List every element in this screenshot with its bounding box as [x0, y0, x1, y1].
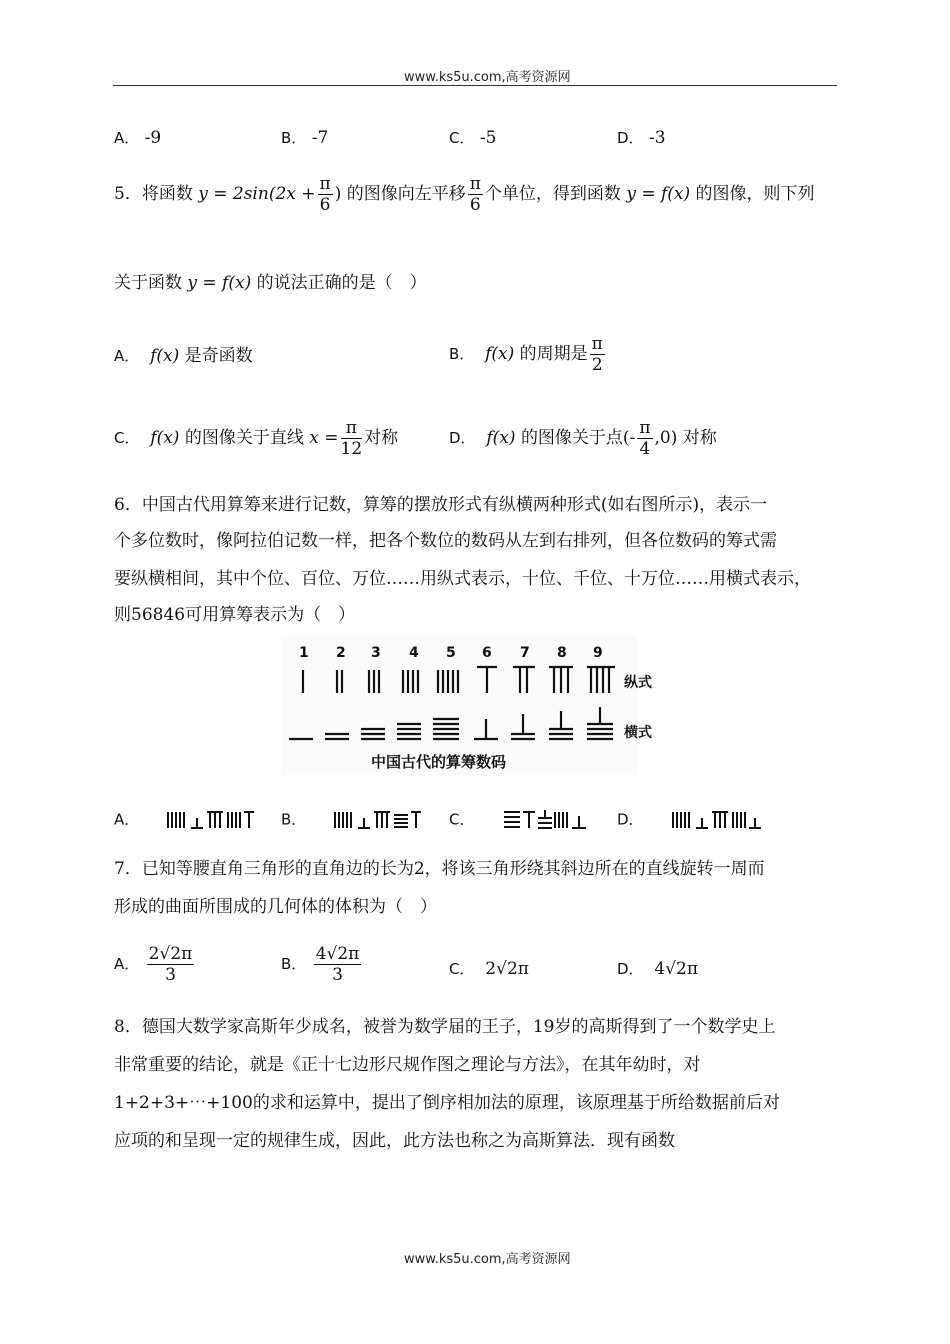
rod-digit-8: 8 — [557, 645, 567, 661]
rod-digit-6: 6 — [482, 645, 492, 661]
q6-option-d[interactable]: D． — [617, 808, 759, 832]
header-site: www.ks5u.com,高考资源网 — [404, 70, 571, 85]
q6-option-a-rods — [144, 808, 254, 832]
q8-line-3: 1+2+3+⋯+100的求和运算中，提出了倒序相加法的原理，该原理基于所给数据前后对 — [114, 1093, 780, 1113]
q7-line-2: 形成的曲面所围成的几何体的体积为（ ） — [114, 897, 437, 917]
q7-option-a[interactable]: A． $\frac{2√2\pi}{3}$ — [114, 944, 193, 985]
q6-option-b[interactable]: B． — [281, 808, 421, 832]
horizontal-form-label: 横式 — [624, 725, 652, 741]
q6-option-c[interactable]: C． — [449, 808, 590, 832]
q6-option-b-rods — [311, 808, 421, 832]
q5-option-d[interactable]: D． f(x) 的图像关于点(- $\frac{\pi}{4}$ ,0) 对称 — [449, 418, 717, 459]
vertical-rods — [303, 667, 615, 693]
q5-stem-line2: 关于函数 y = f(x) 的说法正确的是（ ） — [114, 273, 427, 293]
q5-stem-line1: 5．将函数 y = 2sin(2x + $\frac{\pi}{6}$ ) 的图像向左平移 $\frac{\pi}{6}$ 个单位，得到函数 y = f(x) 的图像，则下列 — [114, 174, 815, 215]
figure-caption: 中国古代的算筹数码 — [371, 753, 507, 771]
vertical-form-label: 纵式 — [624, 675, 652, 691]
q4-option-c[interactable]: C． -5 — [449, 128, 497, 148]
horizontal-rods — [289, 707, 613, 739]
q7-option-c[interactable]: C． 2√2π — [449, 959, 529, 979]
q8-line-4: 应项的和呈现一定的规律生成，因此，此方法也称之为高斯算法．现有函数 — [114, 1131, 675, 1151]
q4-option-d[interactable]: D． -3 — [617, 128, 666, 148]
q5-option-b[interactable]: B． f(x) 的周期是 $\frac{\pi}{2}$ — [449, 334, 603, 375]
q6-option-d-rods — [649, 808, 759, 832]
rod-digit-1: 1 — [299, 645, 309, 661]
counting-rods-svg — [281, 635, 652, 775]
q7-option-d[interactable]: D． 4√2π — [617, 959, 699, 979]
q8-line-2: 非常重要的结论，就是《正十七边形尺规作图之理论与方法》，在其年幼时，对 — [114, 1055, 701, 1075]
q8-line-1: 8．德国大数学家高斯年少成名，被誉为数学届的王子，19岁的高斯得到了一个数学史上 — [114, 1017, 776, 1037]
rod-digit-3: 3 — [371, 645, 381, 661]
q4-option-a[interactable]: A． -9 — [114, 128, 162, 148]
q6-option-a[interactable]: A． — [114, 808, 254, 832]
q5-option-c[interactable]: C． f(x) 的图像关于直线 x = $\frac{\pi}{12}$ 对称 — [114, 418, 399, 459]
rod-digit-9: 9 — [593, 645, 603, 661]
q4-option-b[interactable]: B． -7 — [281, 128, 329, 148]
q5-option-a[interactable]: A． f(x) 是奇函数 — [114, 346, 253, 366]
q7-line-1: 7．已知等腰直角三角形的直角边的长为2，将该三角形绕其斜边所在的直线旋转一周而 — [114, 859, 765, 879]
rod-digit-5: 5 — [446, 645, 456, 661]
counting-rods-figure — [281, 635, 652, 775]
rod-digit-2: 2 — [336, 645, 346, 661]
header-rule — [113, 85, 837, 86]
rod-digit-4: 4 — [409, 645, 419, 661]
footer-site: www.ks5u.com,高考资源网 — [404, 1252, 571, 1267]
q6-line-3: 要纵横相间，其中个位、百位、万位……用纵式表示，十位、千位、十万位……用横式表示， — [114, 569, 811, 589]
q6-line-4: 则56846可用算筹表示为（ ） — [114, 605, 356, 625]
q6-line-1: 6．中国古代用算筹来进行记数，算筹的摆放形式有纵横两种形式(如右图所示)，表示一 — [114, 495, 768, 515]
q6-line-2: 个多位数时，像阿拉伯记数一样，把各个数位的数码从左到右排列，但各位数码的筹式需 — [114, 531, 777, 551]
q7-option-b[interactable]: B． $\frac{4√2\pi}{3}$ — [281, 944, 360, 985]
q6-option-c-rods — [480, 808, 590, 832]
rod-digit-7: 7 — [520, 645, 530, 661]
